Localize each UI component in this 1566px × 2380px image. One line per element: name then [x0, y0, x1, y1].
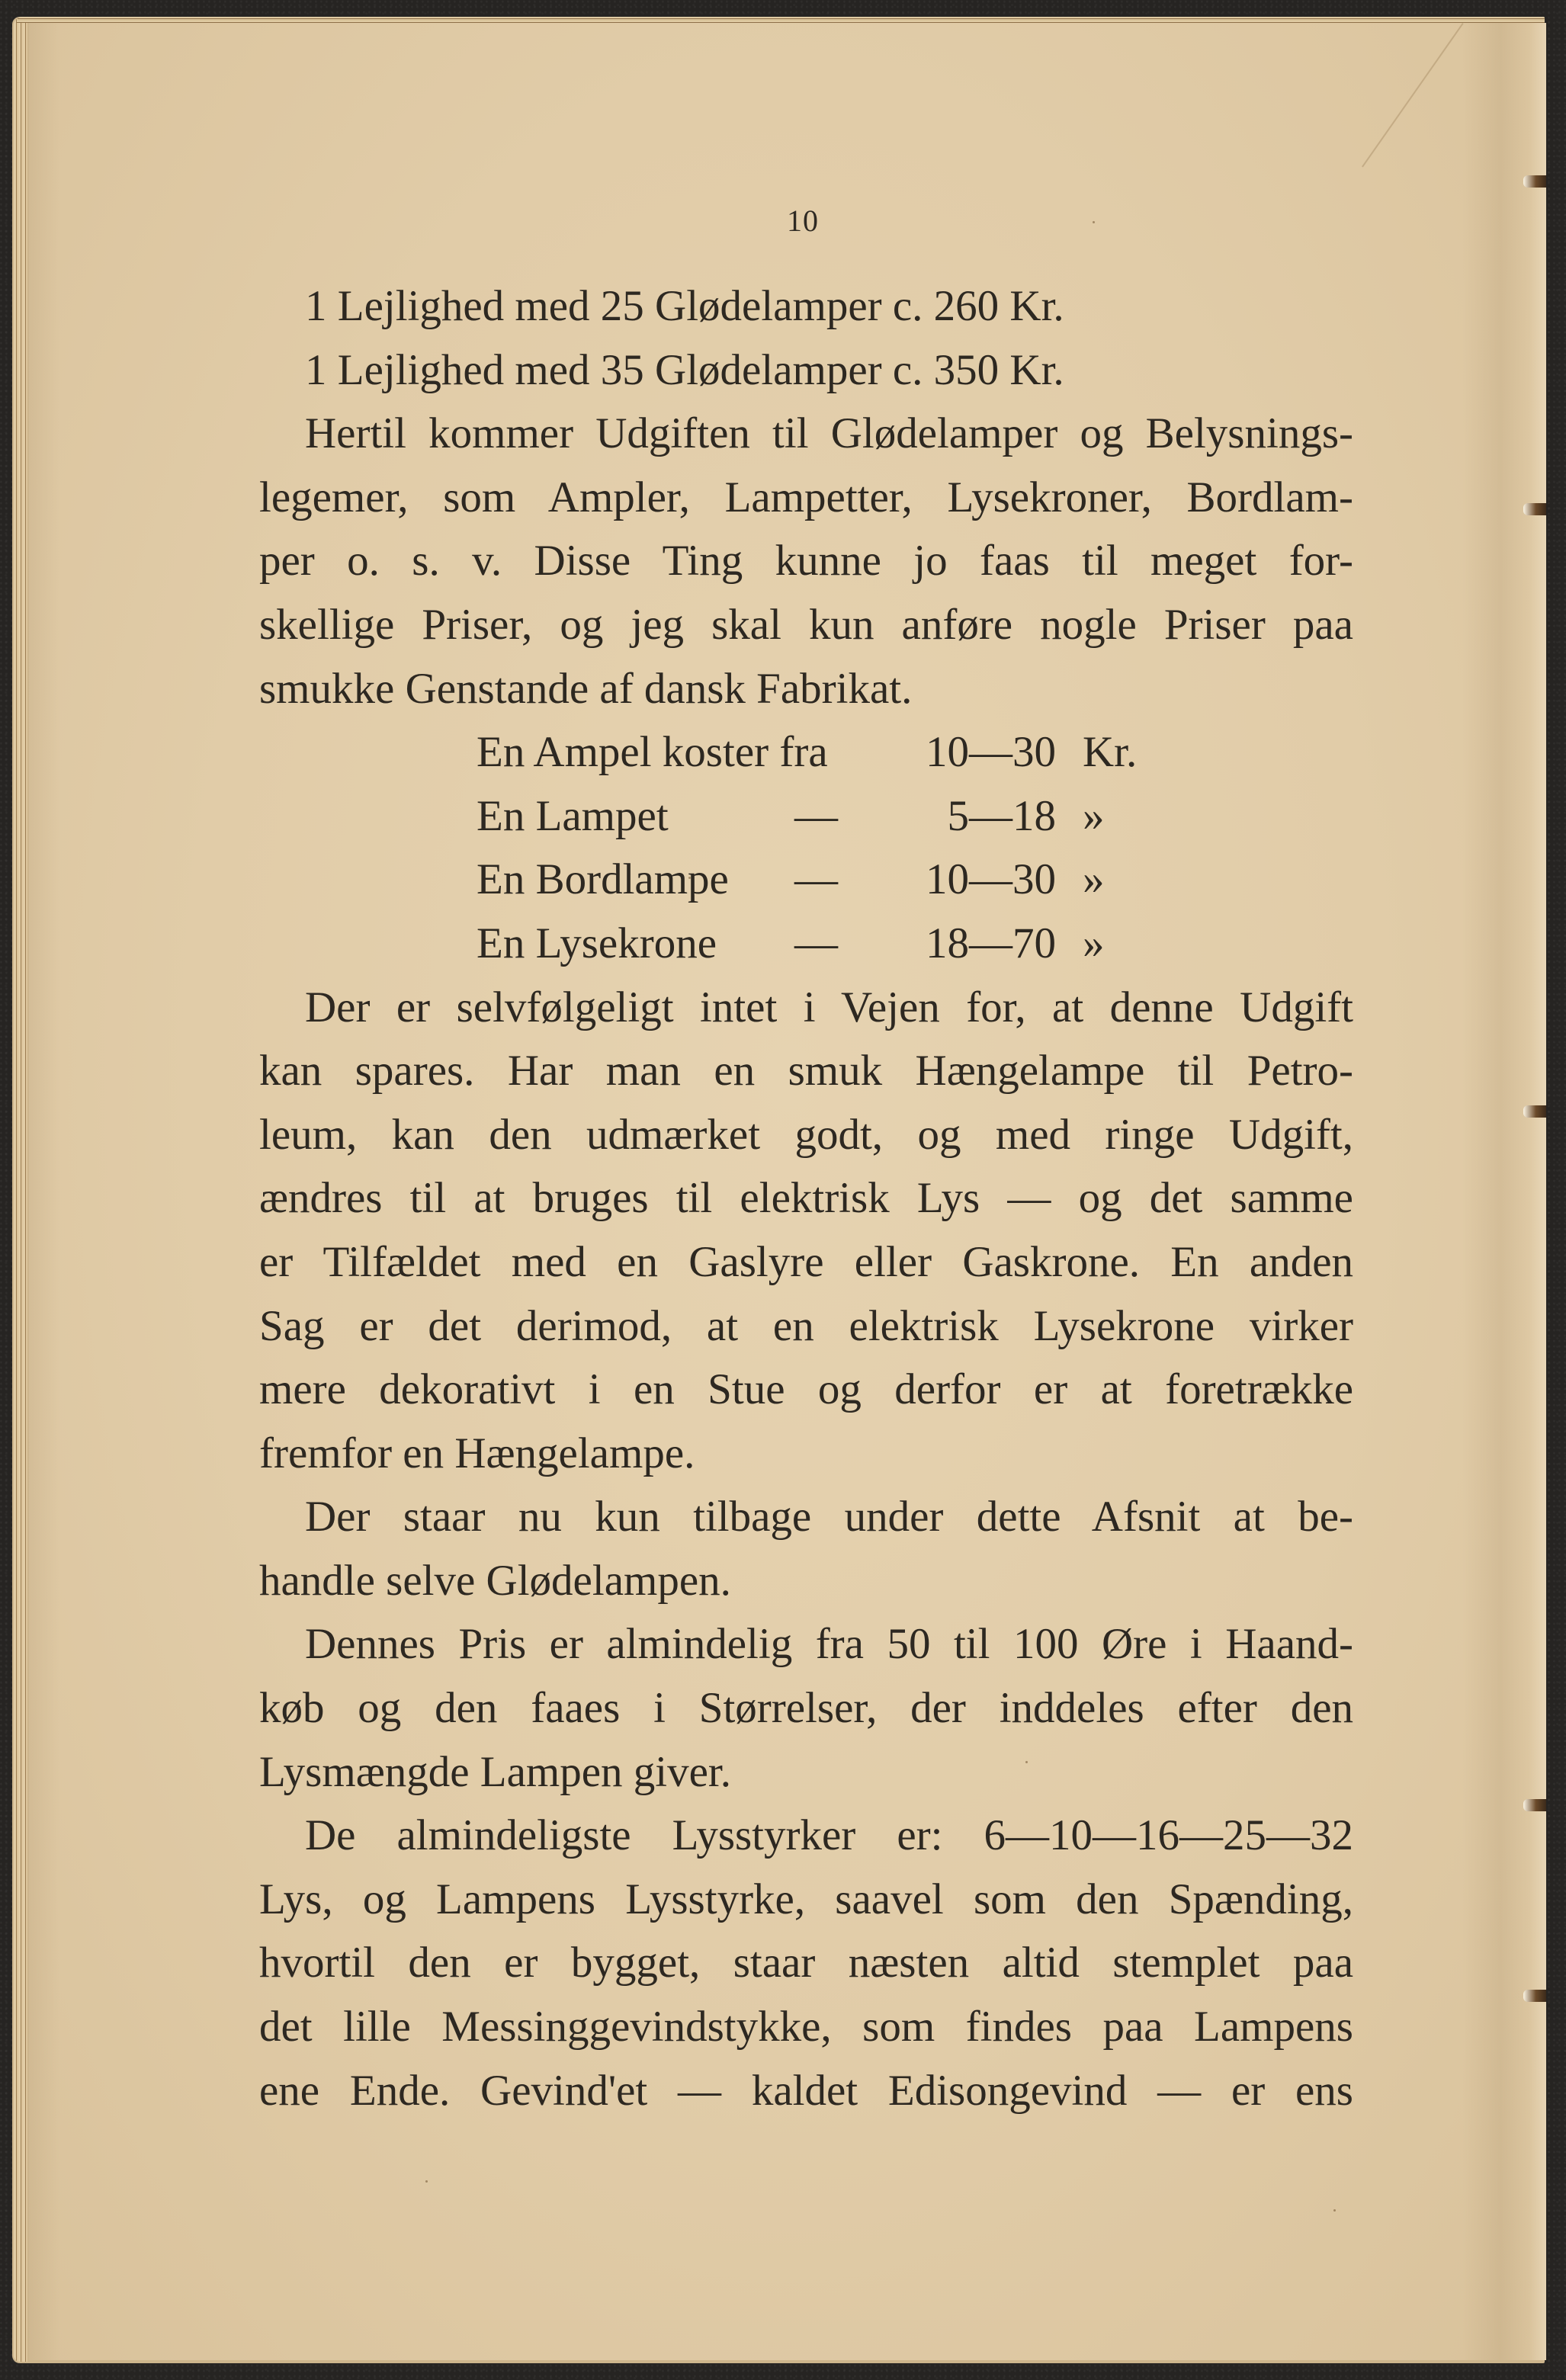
price-list-row [259, 784, 1353, 848]
paragraph-2-line: kan spares. Har man en smuk Hængelampe til Petro- [259, 1047, 1353, 1095]
intro-line: 1 Lejlighed med 35 Glødelamper c. 350 Kr. [305, 345, 1064, 394]
paragraph-2-line: Sag er det derimod, at en elektrisk Lysekrone virker [259, 1301, 1353, 1350]
binding-stitch-icon [1523, 1105, 1546, 1118]
body-text [259, 274, 1353, 2122]
ditto-mark: » [1083, 855, 1105, 904]
intro-line: 1 Lejlighed med 25 Glødelamper c. 260 Kr. [305, 282, 1064, 330]
paragraph-2-line: ændres til at bruges til elektrisk Lys — og det samme [259, 1174, 1353, 1223]
paragraph-3-line: handle selve Glødelampen. [259, 1556, 731, 1605]
paragraph-5-line: ene Ende. Gevind'et — kaldet Edisongevind — er ens [259, 2066, 1353, 2115]
paragraph-2-line: mere dekorativt i en Stue og derfor er at foretrække [259, 1365, 1353, 1414]
price-item: En Bordlampe [477, 855, 729, 904]
ditto-mark: » [1083, 791, 1105, 840]
paragraph-2-line: Der er selvfølgeligt intet i Vejen for, at denne Udgift [305, 983, 1353, 1031]
paper-fleck [1333, 2209, 1336, 2212]
price-range: 5—18 [947, 791, 1056, 840]
paragraph-2-line: fremfor en Hængelampe. [259, 1429, 695, 1477]
paragraph-1-line: Hertil kommer Udgiften til Glødelamper og Belysnings- [305, 409, 1353, 458]
price-list-row [259, 848, 1353, 912]
paragraph-5-line: De almindeligste Lysstyrker er: 6—10—16—25—32 [305, 1811, 1353, 1860]
ditto-dash: — [794, 855, 838, 904]
paragraph-1-line: skellige Priser, og jeg skal kun anføre nogle Priser paa [259, 600, 1353, 649]
paragraph-5-line: det lille Messinggevindstykke, som findes paa Lampens [259, 2003, 1353, 2051]
paragraph-5-line: hvortil den er bygget, staar næsten altid stemplet paa [259, 1939, 1353, 1987]
paragraph-1-line: smukke Genstande af dansk Fabrikat. [259, 664, 913, 713]
price-range: 18—70 [926, 919, 1056, 967]
paragraph-2-line: leum, kan den udmærket godt, og med ringe Udgift, [259, 1110, 1353, 1159]
price-range: 10—30 [926, 855, 1056, 904]
ditto-dash: — [794, 919, 838, 967]
book-page [29, 23, 1546, 2360]
ditto-dash: — [794, 791, 838, 840]
paragraph-4-line: køb og den faaes i Størrelser, der inddeles efter den [259, 1684, 1353, 1733]
binding-stitch-icon [1523, 1990, 1546, 2002]
paragraph-4-line: Lysmængde Lampen giver. [259, 1747, 731, 1796]
paragraph-2-line: er Tilfældet med en Gaslyre eller Gaskrone. En anden [259, 1237, 1353, 1286]
price-item: En Lampet [477, 791, 669, 840]
paragraph-1-line: legemer, som Ampler, Lampetter, Lysekroner, Bordlam- [259, 473, 1353, 521]
price-list-row [259, 912, 1353, 976]
paragraph-1-line: per o. s. v. Disse Ting kunne jo faas til meget for- [259, 537, 1353, 585]
price-unit: Kr. [1083, 728, 1138, 777]
paper-crease [1362, 23, 1464, 168]
price-item: En Lysekrone [477, 919, 717, 967]
price-list-row [259, 720, 1353, 784]
ditto-mark: » [1083, 919, 1105, 967]
paragraph-4-line: Dennes Pris er almindelig fra 50 til 100 Øre i Haand- [305, 1620, 1353, 1669]
price-item: En Ampel koster fra [477, 728, 828, 777]
binding-stitch-icon [1523, 1799, 1546, 1811]
price-range: 10—30 [926, 728, 1056, 777]
binding-stitch-icon [1523, 503, 1546, 515]
paragraph-3-line: Der staar nu kun tilbage under dette Afsnit at be- [305, 1493, 1353, 1541]
paragraph-5-line: Lys, og Lampens Lysstyrke, saavel som den Spænding, [259, 1875, 1353, 1923]
binding-stitch-icon [1523, 175, 1546, 188]
paper-fleck [425, 2180, 428, 2183]
page-number: 10 [787, 204, 819, 238]
